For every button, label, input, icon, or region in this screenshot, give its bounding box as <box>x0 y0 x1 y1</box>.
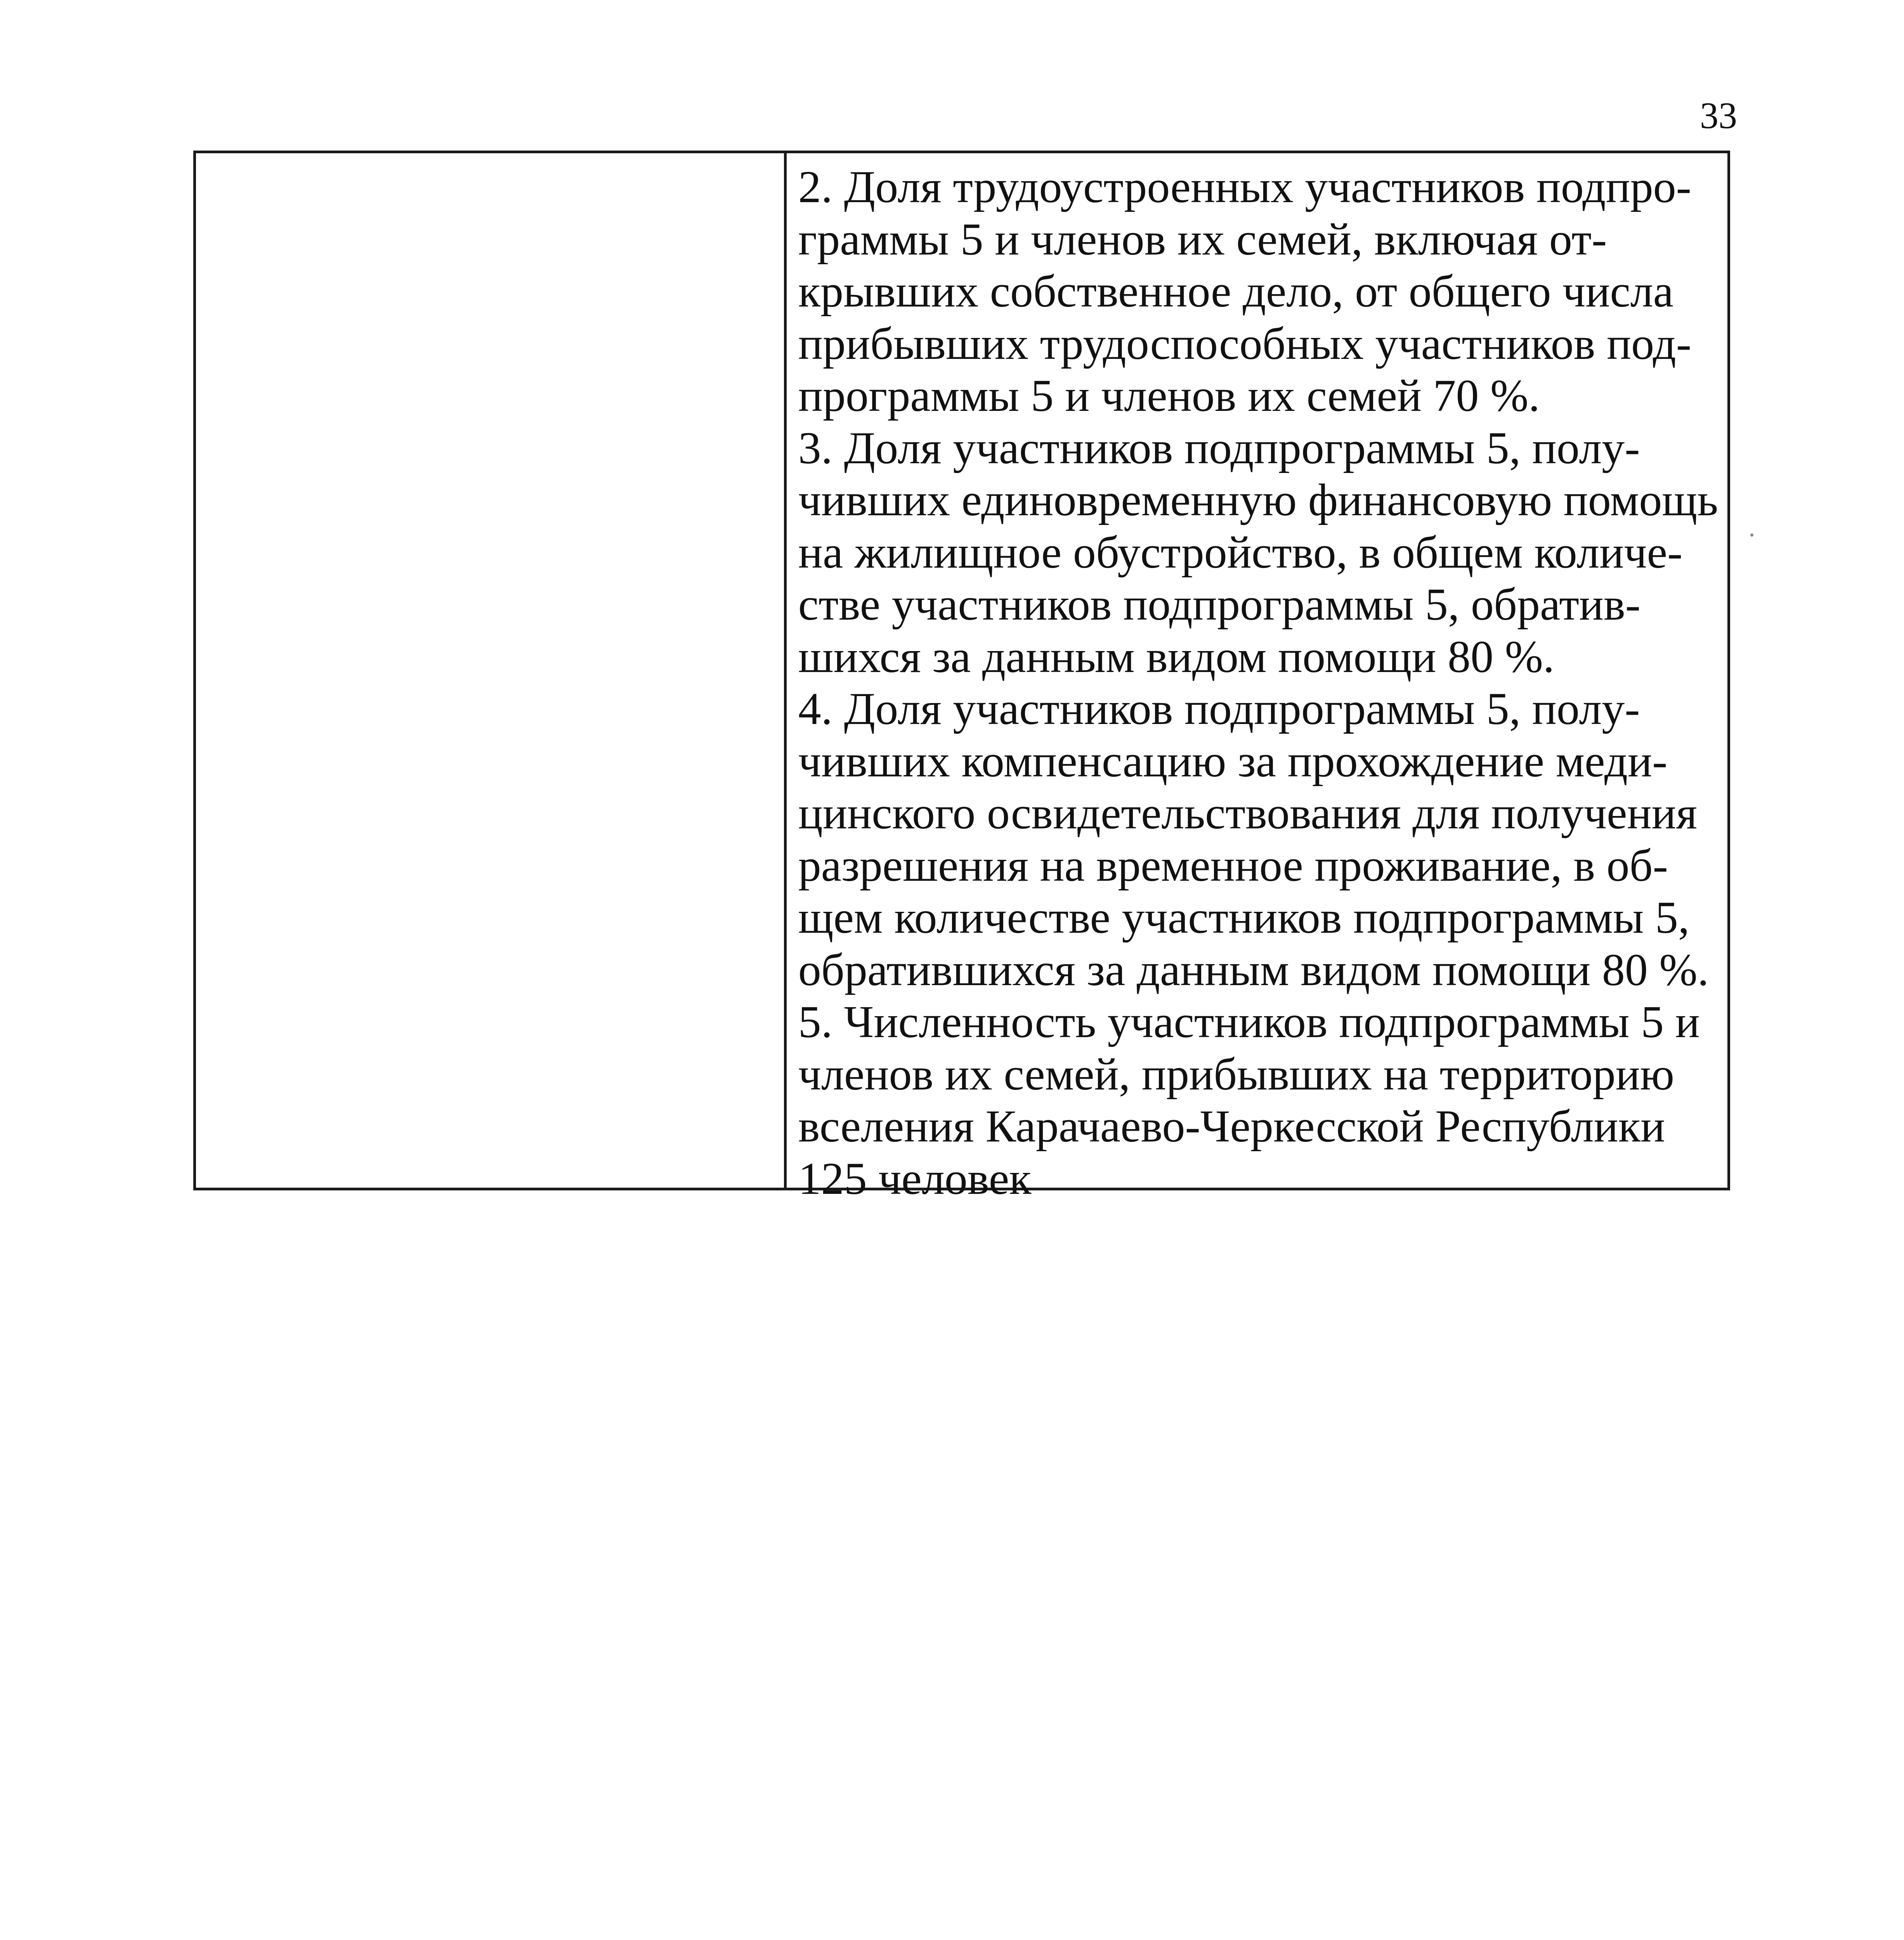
text-line: 125 человек <box>798 1153 1032 1204</box>
text-line: щем количестве участников подпрограммы 5, <box>798 892 1690 943</box>
text-line: разрешения на временное проживание, в об- <box>798 840 1668 891</box>
text-line: шихся за данным видом помощи 80 %. <box>798 631 1555 682</box>
page-number: 33 <box>1700 95 1737 136</box>
text-line: программы 5 и членов их семей 70 %. <box>798 370 1540 421</box>
text-line: 5. Численность участников подпрограммы 5 и <box>798 996 1700 1047</box>
text-line: вселения Карачаево-Черкесской Республики <box>798 1101 1665 1152</box>
scan-speck <box>1750 534 1753 537</box>
text-line: стве участников подпрограммы 5, обратив- <box>798 579 1641 630</box>
text-line: чивших единовременную финансовую помощь <box>798 475 1718 525</box>
text-line: обратившихся за данным видом помощи 80 %. <box>798 944 1709 995</box>
text-line: членов их семей, прибывших на территорию <box>798 1048 1675 1100</box>
text-line: граммы 5 и членов их семей, включая от- <box>798 213 1607 265</box>
text-line: крывших собственное дело, от общего числа <box>798 266 1674 317</box>
table-cell-left <box>196 153 787 1188</box>
text-line: 4. Доля участников подпрограммы 5, полу- <box>798 683 1640 734</box>
table-cell-right <box>787 153 1727 1204</box>
text-line: цинского освидетельствования для получения <box>798 788 1698 838</box>
text-line: чивших компенсацию за прохождение меди- <box>798 735 1668 786</box>
indicators-table <box>193 151 1730 1204</box>
text-line: на жилищное обустройство, в общем количе- <box>798 527 1683 578</box>
text-line: прибывших трудоспособных участников под- <box>798 318 1692 369</box>
text-line: 2. Доля трудоустроенных участников подпро- <box>798 161 1691 212</box>
text-line: 3. Доля участников подпрограммы 5, полу- <box>798 422 1640 473</box>
